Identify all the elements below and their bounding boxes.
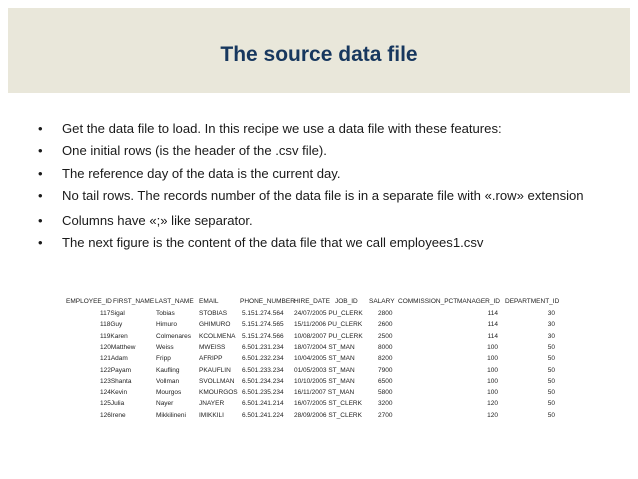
table-cell-dept: 30: [547, 321, 555, 329]
table-cell-salary: 8200: [378, 355, 393, 363]
bullet-item: [38, 140, 598, 162]
table-cell-manager: 100: [487, 377, 498, 385]
bullet-list: [38, 118, 598, 255]
slide-title: The source data file: [220, 43, 418, 66]
table-cell-manager: 100: [487, 389, 498, 397]
table-row: [0, 377, 638, 387]
table-cell-id-name: 125Julia: [100, 400, 125, 408]
table-cell-last: Colmenares: [156, 332, 192, 340]
table-cell-email: SVOLLMAN: [199, 377, 235, 385]
table-row: [0, 399, 638, 409]
table-cell-hire-job: 18/07/2004 ST_MAN: [294, 343, 355, 351]
bullet-text: One initial rows (is the header of the .csv file).: [62, 143, 327, 159]
table-cell-manager: 120: [487, 411, 498, 419]
table-row: [0, 411, 638, 421]
table-row: [0, 320, 638, 330]
table-cell-manager: 120: [487, 400, 498, 408]
table-cell-hire-job: 10/08/2007 PU_CLERK: [294, 332, 363, 340]
table-cell-dept: 50: [547, 355, 555, 363]
bullet-text: No tail rows. The records number of the data file is in a separate file with «.row» extension: [62, 187, 584, 203]
table-cell-id-name: 122Payam: [100, 366, 132, 374]
table-cell-last: Weiss: [156, 343, 174, 351]
bullet-marker: •: [38, 143, 43, 159]
table-cell-dept: 50: [547, 411, 555, 419]
table-cell-phone: 6.501.234.234: [242, 377, 284, 385]
table-cell-id-name: 124Kevin: [100, 389, 128, 397]
table-cell-phone: 6.501.231.234: [242, 343, 284, 351]
table-cell-id-name: 121Adam: [100, 355, 128, 363]
table-cell-salary: 6500: [378, 377, 393, 385]
bullet-marker: •: [38, 165, 43, 181]
table-cell-phone: 6.501.241.214: [242, 400, 284, 408]
bullet-item: [38, 118, 598, 140]
table-cell-id-name: 118Guy: [100, 321, 123, 329]
table-cell-phone: 6.501.241.224: [242, 411, 284, 419]
bullet-item: [38, 163, 598, 185]
bullet-marker: •: [38, 187, 43, 203]
table-cell-salary: 5800: [378, 389, 393, 397]
header-salary: SALARY: [369, 298, 395, 305]
table-cell-phone: 6.501.232.234: [242, 355, 284, 363]
table-cell-phone: 6.501.233.234: [242, 366, 284, 374]
bullet-marker: •: [38, 121, 43, 136]
table-cell-salary: 2600: [378, 321, 393, 329]
table-cell-phone: 6.501.235.234: [242, 389, 284, 397]
table-cell-phone: 5.151.274.566: [242, 332, 284, 340]
table-cell-hire-job: 10/04/2005 ST_MAN: [294, 355, 355, 363]
table-cell-salary: 8000: [378, 343, 393, 351]
bullet-item: [38, 210, 598, 232]
title-band: [8, 8, 630, 93]
table-cell-dept: 50: [547, 377, 555, 385]
header-last-name: LAST_NAME: [155, 298, 194, 305]
table-cell-salary: 2800: [378, 310, 393, 317]
header-commission: COMMISSION_PCT: [398, 298, 458, 305]
table-cell-last: Fripp: [156, 355, 171, 363]
header-employee-id: EMPLOYEE_ID: [66, 298, 112, 305]
header-hire-date: HIRE_DATE: [294, 298, 330, 305]
table-row: [0, 388, 638, 398]
table-cell-email: AFRIPP: [199, 355, 223, 363]
bullet-item: [38, 185, 598, 207]
table-header: [0, 297, 638, 307]
table-cell-email: KCOLMENA: [199, 332, 236, 340]
table-cell-last: Himuro: [156, 321, 177, 329]
bullet-text: The next figure is the content of the data file that we call employees1.csv: [62, 235, 484, 251]
table-cell-last: Vollman: [156, 377, 180, 385]
table-cell-last: Mourgos: [156, 389, 182, 397]
table-cell-manager: 114: [487, 332, 498, 340]
bullet-text: Get the data file to load. In this recipe we use a data file with these features:: [62, 121, 502, 136]
table-cell-dept: 30: [547, 332, 555, 340]
table-cell-dept: 50: [547, 343, 555, 351]
table-cell-manager: 100: [487, 355, 498, 363]
header-job-id: JOB_ID: [335, 298, 358, 305]
table-cell-email: JNAYER: [199, 400, 225, 408]
table-cell-dept: 30: [547, 310, 555, 317]
bullet-marker: •: [38, 235, 43, 251]
table-cell-last: Tobias: [156, 310, 175, 317]
table-cell-dept: 50: [547, 389, 555, 397]
bullet-marker: •: [38, 213, 43, 229]
table-cell-last: Mikkilineni: [156, 411, 186, 419]
table-row: [0, 366, 638, 376]
table-cell-manager: 114: [487, 321, 498, 329]
bullet-text: Columns have «;» like separator.: [62, 213, 253, 229]
table-cell-manager: 114: [487, 310, 498, 317]
table-cell-hire-job: 01/05/2003 ST_MAN: [294, 366, 355, 374]
table-cell-id-name: 126Irene: [100, 411, 126, 419]
table-cell-hire-job: 16/11/2007 ST_MAN: [294, 389, 355, 397]
table-cell-dept: 50: [547, 366, 555, 374]
header-phone: PHONE_NUMBER: [240, 298, 295, 305]
table-cell-id-name: 120Matthew: [100, 343, 136, 351]
table-cell-email: PKAUFLIN: [199, 366, 231, 374]
table-cell-email: IMIKKILI: [199, 411, 224, 419]
table-cell-manager: 100: [487, 366, 498, 374]
table-cell-hire-job: 15/11/2006 PU_CLERK: [294, 321, 363, 329]
table-cell-salary: 7900: [378, 366, 393, 374]
table-row: [0, 343, 638, 353]
bullet-item: [38, 232, 598, 254]
header-email: EMAIL: [199, 298, 219, 305]
table-row: [0, 309, 638, 319]
table-cell-id-name: 117Sigal: [100, 310, 125, 317]
table-cell-manager: 100: [487, 343, 498, 351]
header-department-id: DEPARTMENT_ID: [505, 298, 560, 305]
bullet-text: The reference day of the data is the current day.: [62, 165, 341, 181]
header-manager-id: MANAGER_ID: [457, 298, 500, 305]
table-cell-hire-job: 24/07/2005 PU_CLERK: [294, 310, 363, 317]
table-cell-email: GHIMURO: [199, 321, 231, 329]
table-cell-salary: 3200: [378, 400, 393, 408]
table-cell-phone: 5.151.274.564: [242, 310, 284, 317]
table-cell-hire-job: 10/10/2005 ST_MAN: [294, 377, 355, 385]
table-row: [0, 332, 638, 342]
table-cell-last: Nayer: [156, 400, 174, 408]
employees-table: [0, 297, 638, 427]
table-row: [0, 354, 638, 364]
table-cell-id-name: 123Shanta: [100, 377, 132, 385]
table-cell-hire-job: 16/07/2005 ST_CLERK: [294, 400, 362, 408]
table-cell-email: MWEISS: [199, 343, 226, 351]
table-cell-salary: 2700: [378, 411, 393, 419]
table-cell-id-name: 119Karen: [100, 332, 128, 340]
table-cell-hire-job: 28/09/2006 ST_CLERK: [294, 411, 362, 419]
header-first-name: FIRST_NAME: [113, 298, 155, 305]
table-cell-last: Kaufling: [156, 366, 180, 374]
table-cell-email: KMOURGOS: [199, 389, 238, 397]
table-cell-salary: 2500: [378, 332, 393, 340]
table-cell-email: STOBIAS: [199, 310, 228, 317]
table-cell-phone: 5.151.274.565: [242, 321, 284, 329]
table-cell-dept: 50: [547, 400, 555, 408]
